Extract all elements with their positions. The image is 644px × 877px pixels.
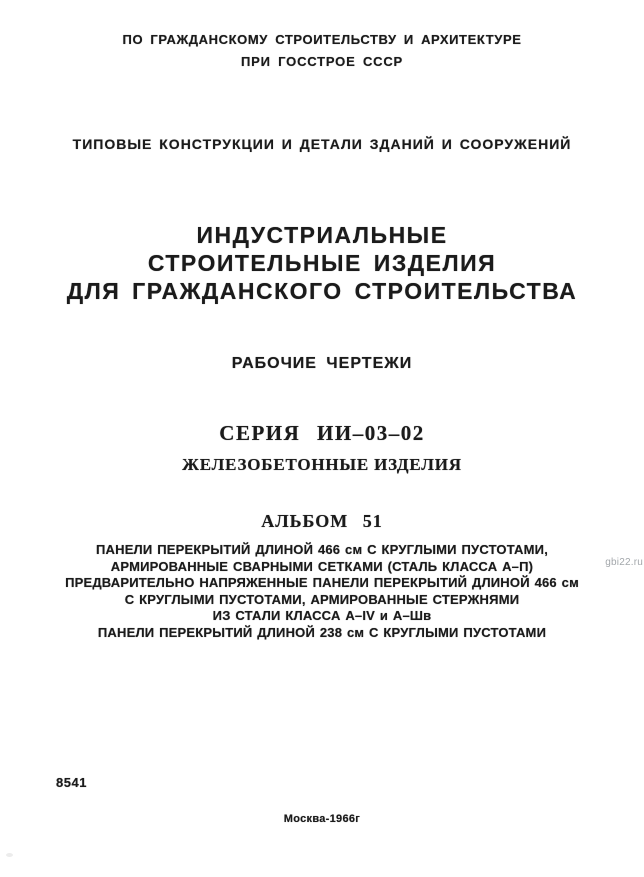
- album-description-line: ПАНЕЛИ ПЕРЕКРЫТИЙ ДЛИНОЙ 466 см С КРУГЛЫМИ ПУСТОТАМИ,: [95, 542, 549, 557]
- main-title-line-3: ДЛЯ ГРАЖДАНСКОГО СТРОИТЕЛЬСТВА: [66, 278, 578, 304]
- order-number: 8541: [56, 775, 87, 790]
- main-title-line-1: ИНДУСТРИАЛЬНЫЕ: [196, 222, 448, 248]
- scan-artifact: [6, 853, 13, 857]
- series-subtitle: ЖЕЛЕЗОБЕТОННЫЕ ИЗДЕЛИЯ: [182, 455, 462, 474]
- main-title: [0, 221, 644, 305]
- series-header: ТИПОВЫЕ КОНСТРУКЦИИ И ДЕТАЛИ ЗДАНИЙ И СООРУЖЕНИЙ: [72, 136, 572, 152]
- doc-type-label: РАБОЧИЕ ЧЕРТЕЖИ: [231, 355, 413, 372]
- site-watermark: gbi22.ru: [605, 557, 643, 568]
- album-description-line: ИЗ СТАЛИ КЛАССА А–IV и А–Шв: [212, 608, 432, 623]
- album-title: АЛЬБОМ 51: [261, 511, 383, 531]
- album-description-line: ПРЕДВАРИТЕЛЬНО НАПРЯЖЕННЫЕ ПАНЕЛИ ПЕРЕКРЫТИЙ ДЛИНОЙ 466 см: [65, 575, 579, 590]
- album-description-line: АРМИРОВАННЫЕ СВАРНЫМИ СЕТКАМИ (СТАЛЬ КЛАССА А–П): [110, 558, 534, 574]
- committee-line-1: ПО ГРАЖДАНСКОМУ СТРОИТЕЛЬСТВУ И АРХИТЕКТУРЕ: [122, 32, 522, 47]
- main-title-line-2: СТРОИТЕЛЬНЫЕ ИЗДЕЛИЯ: [147, 250, 497, 276]
- album-description: [0, 542, 644, 641]
- album-description-line: ПАНЕЛИ ПЕРЕКРЫТИЙ ДЛИНОЙ 238 см С КРУГЛЫМИ ПУСТОТАМИ: [97, 624, 547, 640]
- committee-line-2: ПРИ ГОССТРОЕ СССР: [240, 54, 403, 69]
- series-number: СЕРИЯ ИИ–03–02: [219, 421, 425, 445]
- imprint-city-year: Москва-1966г: [283, 813, 361, 825]
- album-description-line: С КРУГЛЫМИ ПУСТОТАМИ, АРМИРОВАННЫЕ СТЕРЖНЯМИ: [124, 591, 520, 607]
